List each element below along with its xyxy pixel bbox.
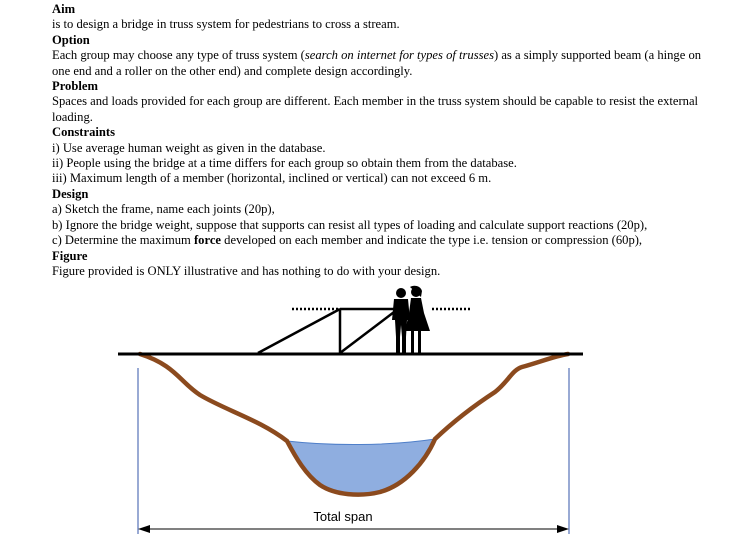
option-text-emphasis: search on internet for types of trusses [304,48,494,63]
heading-aim: Aim [52,2,76,16]
design-item-c-part-2: developed on each member and indicate the type i.e. tension or compression (60p), [221,233,643,248]
design-item-b: b) Ignore the bridge weight, suppose that supports can resist all types of loading and calculate support reactions (20p), [52,217,648,232]
constraint-item-1: i) Use average human weight as given in the database. [52,140,326,155]
left-arrowhead [138,525,150,533]
option-text-part-1: Each group may choose any type of truss system ( [52,48,305,63]
figure-caption: Figure provided is ONLY illustrative and has nothing to do with your design. [52,263,441,278]
truss-diagonal-left [258,309,340,353]
heading-option: Option [52,32,90,47]
right-arrowhead [557,525,569,533]
constraint-item-2: ii) People using the bridge at a time differs for each group so obtain them from the database. [52,156,517,171]
design-item-c-part-1: c) Determine the maximum [52,233,194,248]
heading-constraints: Constraints [52,125,115,140]
aim-text: is to design a bridge in truss system for pedestrians to cross a stream. [52,17,400,32]
pedestrian-couple-icon [392,286,430,353]
design-item-c-bold: force [193,233,222,248]
span-label: Total span [313,509,373,524]
heading-figure: Figure [52,248,88,263]
stream-water [287,439,435,495]
heading-problem: Problem [52,79,98,94]
heading-design: Design [52,186,89,201]
problem-text: Spaces and loads provided for each group are different. Each member in the truss system should be capable to resist the external loading. [52,94,699,124]
design-item-a: a) Sketch the frame, name each joints (20p), [52,202,275,217]
constraint-item-3: iii) Maximum length of a member (horizontal, inclined or vertical) can not exceed 6 m. [52,171,492,186]
truss-diagonal-inner [340,309,398,353]
option-text-part-2: ) as a simply supported beam (a hinge on one end and a roller on the other end) and complete design accordingly. [52,48,702,78]
